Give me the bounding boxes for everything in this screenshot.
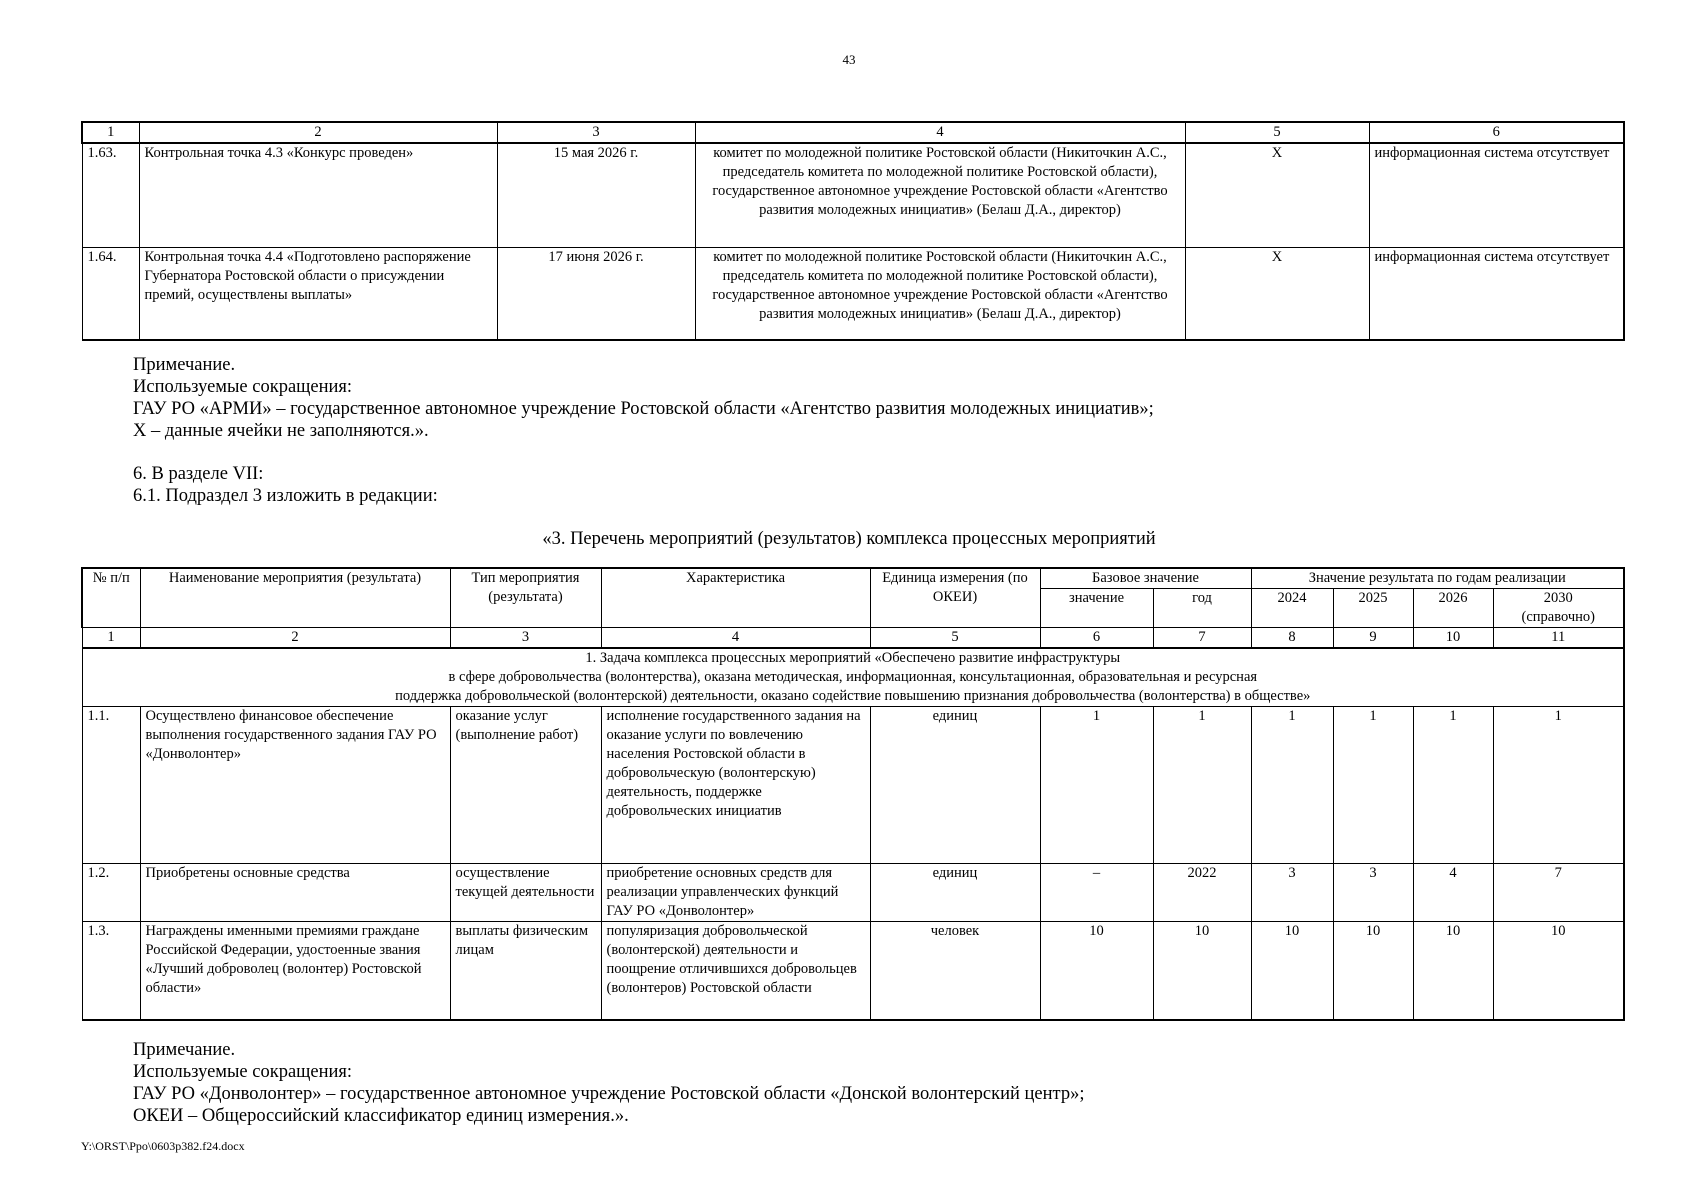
header-year-2026: 2026 [1413, 589, 1493, 628]
header-type: Тип мероприятия (результата) [450, 568, 601, 628]
header-name: Наименование мероприятия (результата) [140, 568, 450, 628]
task-row [82, 648, 1624, 707]
event-type: осуществление текущей деятельности [450, 864, 601, 922]
footer-file-path: Y:\ORST\Ppo\0603p382.f24.docx [81, 1139, 245, 1153]
page-number: 43 [842, 52, 856, 67]
value-2025: 3 [1333, 864, 1413, 922]
control-points-table [81, 121, 1625, 341]
header-year-2030 [1493, 589, 1624, 628]
events-table [81, 567, 1625, 1021]
header-year-2024: 2024 [1251, 589, 1333, 628]
column-index: 3 [450, 628, 601, 649]
header-base-value: значение [1040, 589, 1153, 628]
header-years-group: Значение результата по годам реализации [1251, 568, 1624, 589]
value-2025: 10 [1333, 922, 1413, 1020]
abbreviations-title: Используемые сокращения: [133, 1062, 353, 1082]
column-index: 6 [1040, 628, 1153, 649]
value-2026: 4 [1413, 864, 1493, 922]
column-index: 1 [82, 628, 140, 649]
column-index: 8 [1251, 628, 1333, 649]
base-value: 1 [1040, 707, 1153, 864]
unit: единиц [870, 707, 1040, 864]
event-characteristic: приобретение основных средств для реализации управленческих функций ГАУ РО «Донволонтер» [601, 864, 870, 922]
task-line: 1. Задача комплекса процессных мероприятий «Обеспечено развитие инфраструктуры [585, 650, 1121, 666]
event-characteristic: популяризация добровольческой (волонтерской) деятельности и поощрение отличившихся добровольцев (волонтеров) Ростовской области [601, 922, 870, 1020]
value-2030: 10 [1493, 922, 1624, 1020]
table-row [82, 143, 1624, 247]
base-year: 10 [1153, 922, 1251, 1020]
column-index: 3 [497, 122, 695, 143]
event-name: Приобретены основные средства [140, 864, 450, 922]
base-year: 1 [1153, 707, 1251, 864]
column-index: 1 [82, 122, 139, 143]
header-base-year: год [1153, 589, 1251, 628]
value-2024: 3 [1251, 864, 1333, 922]
table-row [82, 922, 1624, 1020]
value-2030: 1 [1493, 707, 1624, 864]
event-type: оказание услуг (выполнение работ) [450, 707, 601, 864]
table-row [82, 247, 1624, 340]
column-index: 5 [1185, 122, 1369, 143]
header-year-2025: 2025 [1333, 589, 1413, 628]
unit: единиц [870, 864, 1040, 922]
task-line: в сфере добровольчества (волонтерства), оказана методическая, информационная, консультационная, образовательная и ресурсная [448, 669, 1258, 685]
column-index: 10 [1413, 628, 1493, 649]
section-heading: 6. В разделе VII: [133, 464, 264, 484]
task-line: поддержка добровольческой (волонтерской) деятельности, оказано содействие повышению признания добровольчества (волонтерства) в обществе» [395, 688, 1311, 704]
due-date: 17 июня 2026 г. [497, 247, 695, 340]
row-number: 1.3. [82, 922, 140, 1020]
note-title: Примечание. [133, 1040, 236, 1060]
information-system: информационная система отсутствует [1369, 143, 1624, 247]
note-block [133, 354, 1154, 442]
column-index: 9 [1333, 628, 1413, 649]
row-number: 1.64. [82, 247, 139, 340]
table-title: «3. Перечень мероприятий (результатов) комплекса процессных мероприятий [542, 529, 1156, 549]
subsection-instruction: 6.1. Подраздел 3 изложить в редакции: [133, 486, 438, 506]
value-2026: 1 [1413, 707, 1493, 864]
value-2025: 1 [1333, 707, 1413, 864]
responsible-executor: комитет по молодежной политике Ростовской области (Никиточкин А.С., председатель комитета по молодежной политике Ростовской области), государственное автономное учреждение Ростовской области «Агентство развития молодежных инициатив» (Белаш Д.А., директор) [695, 247, 1185, 340]
base-value: 10 [1040, 922, 1153, 1020]
event-characteristic: исполнение государственного задания на оказание услуги по вовлечению населения Ростовской области в добровольческую (волонтерскую) деятельность, поддержке добровольческих инициатив [601, 707, 870, 864]
table-index-row [82, 122, 1624, 143]
base-value: – [1040, 864, 1153, 922]
amendment-instructions [133, 463, 438, 507]
value-2024: 1 [1251, 707, 1333, 864]
column-index: 4 [601, 628, 870, 649]
header-unit: Единица измерения (по ОКЕИ) [870, 568, 1040, 628]
empty-mark: Х [1185, 143, 1369, 247]
row-number: 1.1. [82, 707, 140, 864]
column-index: 2 [140, 628, 450, 649]
empty-mark: Х [1185, 247, 1369, 340]
control-point-name: Контрольная точка 4.3 «Конкурс проведен» [139, 143, 497, 247]
control-point-name: Контрольная точка 4.4 «Подготовлено распоряжение Губернатора Ростовской области о присуждении премий, осуществлены выплаты» [139, 247, 497, 340]
due-date: 15 мая 2026 г. [497, 143, 695, 247]
abbreviation-line: ГАУ РО «АРМИ» – государственное автономное учреждение Ростовской области «Агентство развития молодежных инициатив»; [133, 399, 1154, 419]
header-year-2030-note: (справочно) [1521, 609, 1595, 625]
abbreviation-line: Х – данные ячейки не заполняются.». [133, 421, 429, 441]
base-year: 2022 [1153, 864, 1251, 922]
column-index: 7 [1153, 628, 1251, 649]
header-year-2030-label: 2030 [1543, 590, 1573, 606]
header-num: № п/п [82, 568, 140, 628]
event-name: Награждены именными премиями граждане Российской Федерации, удостоенные звания «Лучший доброволец (волонтер) Ростовской области» [140, 922, 450, 1020]
column-index: 5 [870, 628, 1040, 649]
task-description [82, 648, 1624, 707]
event-type: выплаты физическим лицам [450, 922, 601, 1020]
abbreviation-line: ГАУ РО «Донволонтер» – государственное автономное учреждение Ростовской области «Донской волонтерский центр»; [133, 1084, 1085, 1104]
row-number: 1.63. [82, 143, 139, 247]
abbreviation-line: ОКЕИ – Общероссийский классификатор единиц измерения.». [133, 1106, 629, 1126]
header-base: Базовое значение [1040, 568, 1251, 589]
information-system: информационная система отсутствует [1369, 247, 1624, 340]
value-2024: 10 [1251, 922, 1333, 1020]
abbreviations-title: Используемые сокращения: [133, 377, 353, 397]
column-index: 6 [1369, 122, 1624, 143]
header-row [82, 568, 1624, 589]
note-block [133, 1039, 1084, 1127]
column-index: 11 [1493, 628, 1624, 649]
value-2026: 10 [1413, 922, 1493, 1020]
unit: человек [870, 922, 1040, 1020]
event-name: Осуществлено финансовое обеспечение выполнения государственного задания ГАУ РО «Донволонтер» [140, 707, 450, 864]
header-characteristic: Характеристика [601, 568, 870, 628]
table-row [82, 707, 1624, 864]
responsible-executor: комитет по молодежной политике Ростовской области (Никиточкин А.С., председатель комитета по молодежной политике Ростовской области), государственное автономное учреждение Ростовской области «Агентство развития молодежных инициатив» (Белаш Д.А., директор) [695, 143, 1185, 247]
note-title: Примечание. [133, 355, 236, 375]
column-index: 4 [695, 122, 1185, 143]
value-2030: 7 [1493, 864, 1624, 922]
table-index-row [82, 628, 1624, 649]
table-row [82, 864, 1624, 922]
column-index: 2 [139, 122, 497, 143]
row-number: 1.2. [82, 864, 140, 922]
